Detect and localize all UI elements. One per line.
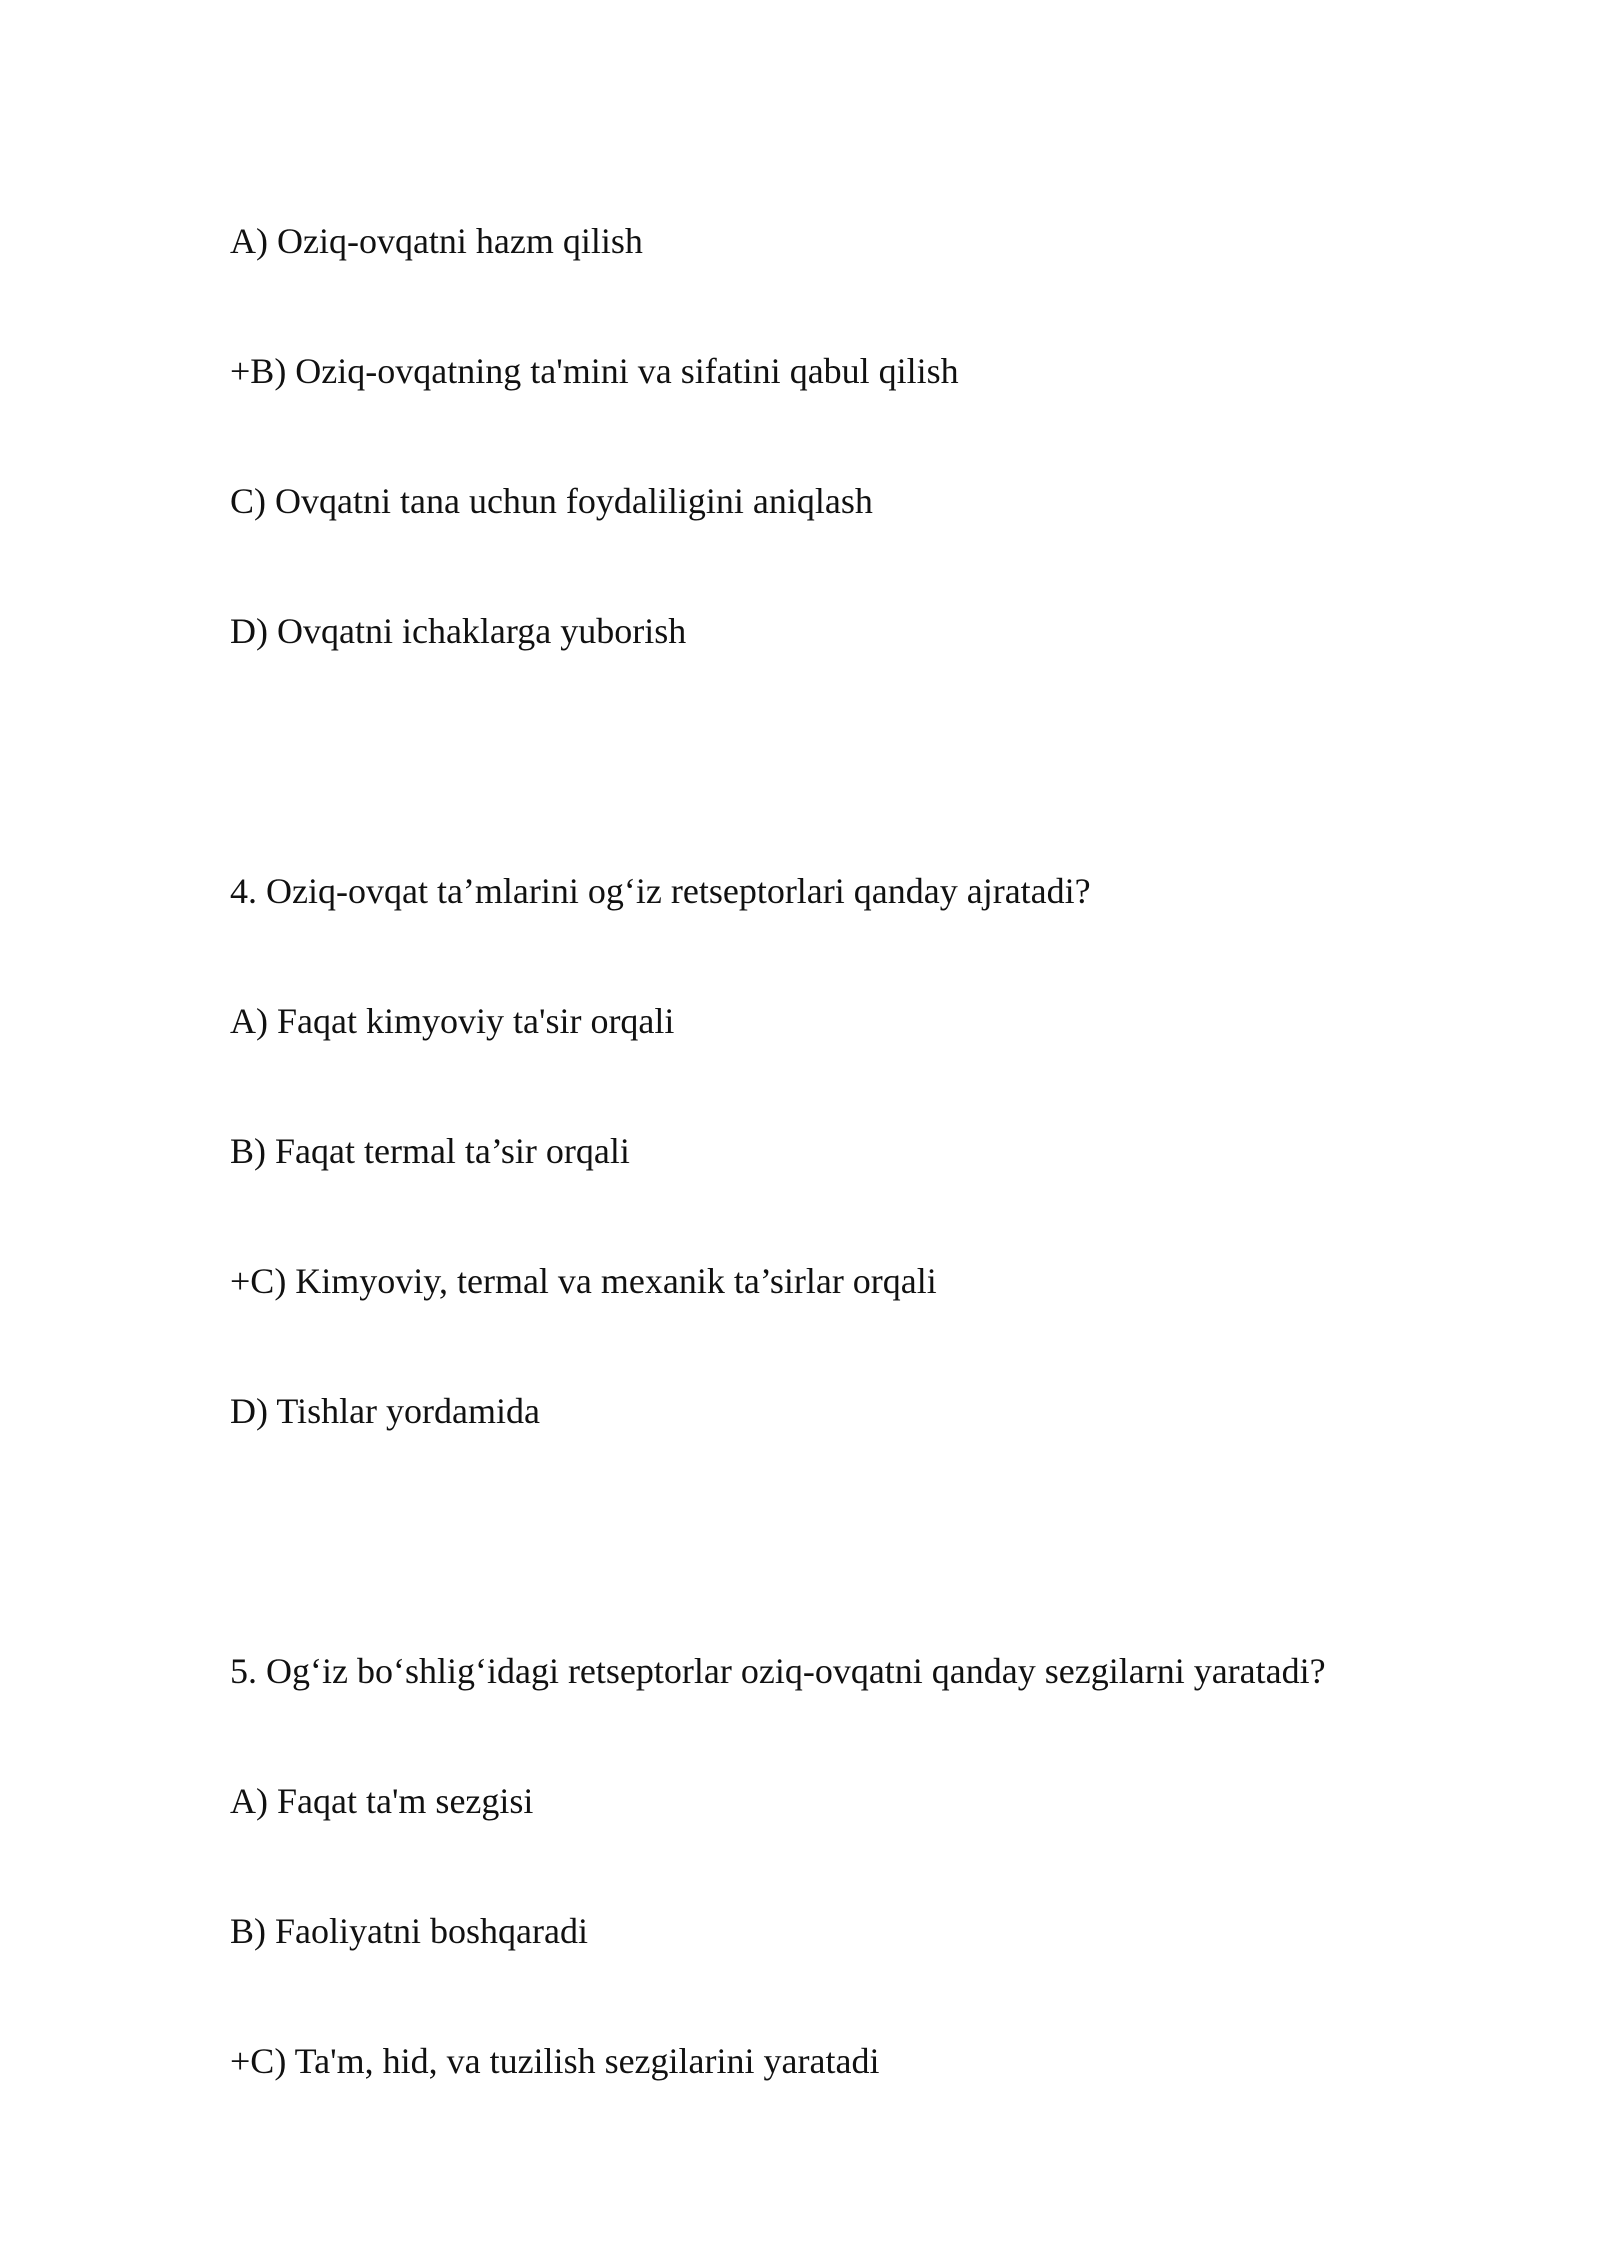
q4-option-d: D) Tishlar yordamida [230, 1391, 540, 1431]
q4-question: 4. Oziq-ovqat ta’mlarini og‘iz retseptorlari qanday ajratadi? [230, 871, 1091, 911]
q3-option-a: A) Oziq-ovqatni hazm qilish [230, 221, 643, 261]
q5-option-c: +C) Ta'm, hid, va tuzilish sezgilarini yaratadi [230, 2041, 880, 2081]
q5-option-a: A) Faqat ta'm sezgisi [230, 1781, 534, 1821]
q5-option-b: B) Faoliyatni boshqaradi [230, 1911, 588, 1951]
q3-option-c: C) Ovqatni tana uchun foydaliligini aniqlash [230, 481, 873, 521]
q4-option-c: +C) Kimyoviy, termal va mexanik ta’sirlar orqali [230, 1261, 937, 1301]
q4-option-a: A) Faqat kimyoviy ta'sir orqali [230, 1001, 675, 1041]
q4-option-b: B) Faqat termal ta’sir orqali [230, 1131, 630, 1171]
q3-option-d: D) Ovqatni ichaklarga yuborish [230, 611, 687, 651]
q3-option-b: +B) Oziq-ovqatning ta'mini va sifatini qabul qilish [230, 351, 959, 391]
q5-question: 5. Og‘iz bo‘shlig‘idagi retseptorlar oziq-ovqatni qanday sezgilarni yaratadi? [230, 1651, 1326, 1691]
